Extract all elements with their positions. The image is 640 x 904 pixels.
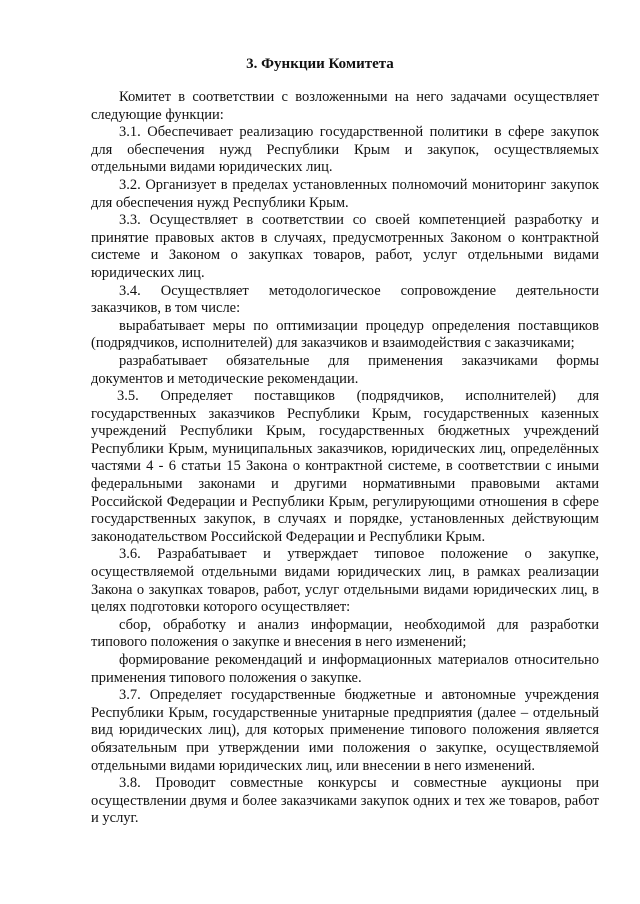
function-3-2: 3.2. Организует в пределах установленных полномочий мониторинг закупок для обеспечения нужд Республики Крым. [91,176,599,211]
function-3-8: 3.8. Проводит совместные конкурсы и совместные аукционы при осуществлении двумя и более заказчиками закупок одних и тех же товаров, работ и услуг. [91,775,599,827]
intro-paragraph: Комитет в соответствии с возложенными на него задачами осуществляет следующие функции: [91,89,599,123]
section-body [91,89,599,828]
function-3-7: 3.7. Определяет государственные бюджетные и автономные учреждения Республики Крым, государственные унитарные предприятия (далее – отдельный вид юридических лиц), для которых применение типового положения является обязательным при утверждении ими положения о закупке, осуществляемой отдельными видами юридических лиц, или внесении в него изменений. [91,687,599,774]
function-3-4-item-1: вырабатывает меры по оптимизации процедур определения поставщиков (подрядчиков, исполнителей) для заказчиков и взаимодействия с заказчиками; [91,317,599,352]
function-3-6-item-1: сбор, обработку и анализ информации, необходимой для разработки типового положения о закупке и внесения в него изменений; [91,616,599,651]
function-3-6: 3.6. Разрабатывает и утверждает типовое положение о закупке, осуществляемой отдельными видами юридических лиц, в рамках реализации Закона о закупках товаров, работ, услуг отдельными видами юридических лиц, в целях подготовки которого осуществляет: [91,546,599,616]
function-3-5: 3.5. Определяет поставщиков (подрядчиков, исполнителей) для государственных заказчиков Республики Крым, государственных казенных учреждений Республики Крым, государственных бюджетных учреждений Республики Крым, муниципальных заказчиков, юридических лиц, определённых частями 4 - 6 статьи 15 Закона о контрактной системе, в соответствии с иными федеральными законами и другими нормативными правовыми актами Российской Федерации и Республики Крым, регулирующими отношения в сфере государственных закупок, в случаях и порядке, установленных действующим законодательством Российской Федерации и Республики Крым. [91,388,599,545]
function-3-4: 3.4. Осуществляет методологическое сопровождение деятельности заказчиков, в том числе: [91,282,599,317]
function-3-6-item-2: формирование рекомендаций и информационных материалов относительно применения типового положения о закупке. [91,652,599,686]
function-3-4-item-2: разрабатывает обязательные для применения заказчиками формы документов и методические рекомендации. [91,352,599,387]
section-title: 3. Функции Комитета [246,56,394,72]
function-3-1: 3.1. Обеспечивает реализацию государственной политики в сфере закупок для обеспечения нужд Республики Крым и закупок, осуществляемых отдельными видами юридических лиц. [91,124,599,176]
function-3-3: 3.3. Осуществляет в соответствии со своей компетенцией разработку и принятие правовых актов в случаях, предусмотренных Законом о контрактной системе и Законом о закупках товаров, работ, услуг отдельными видами юридических лиц. [91,212,599,281]
